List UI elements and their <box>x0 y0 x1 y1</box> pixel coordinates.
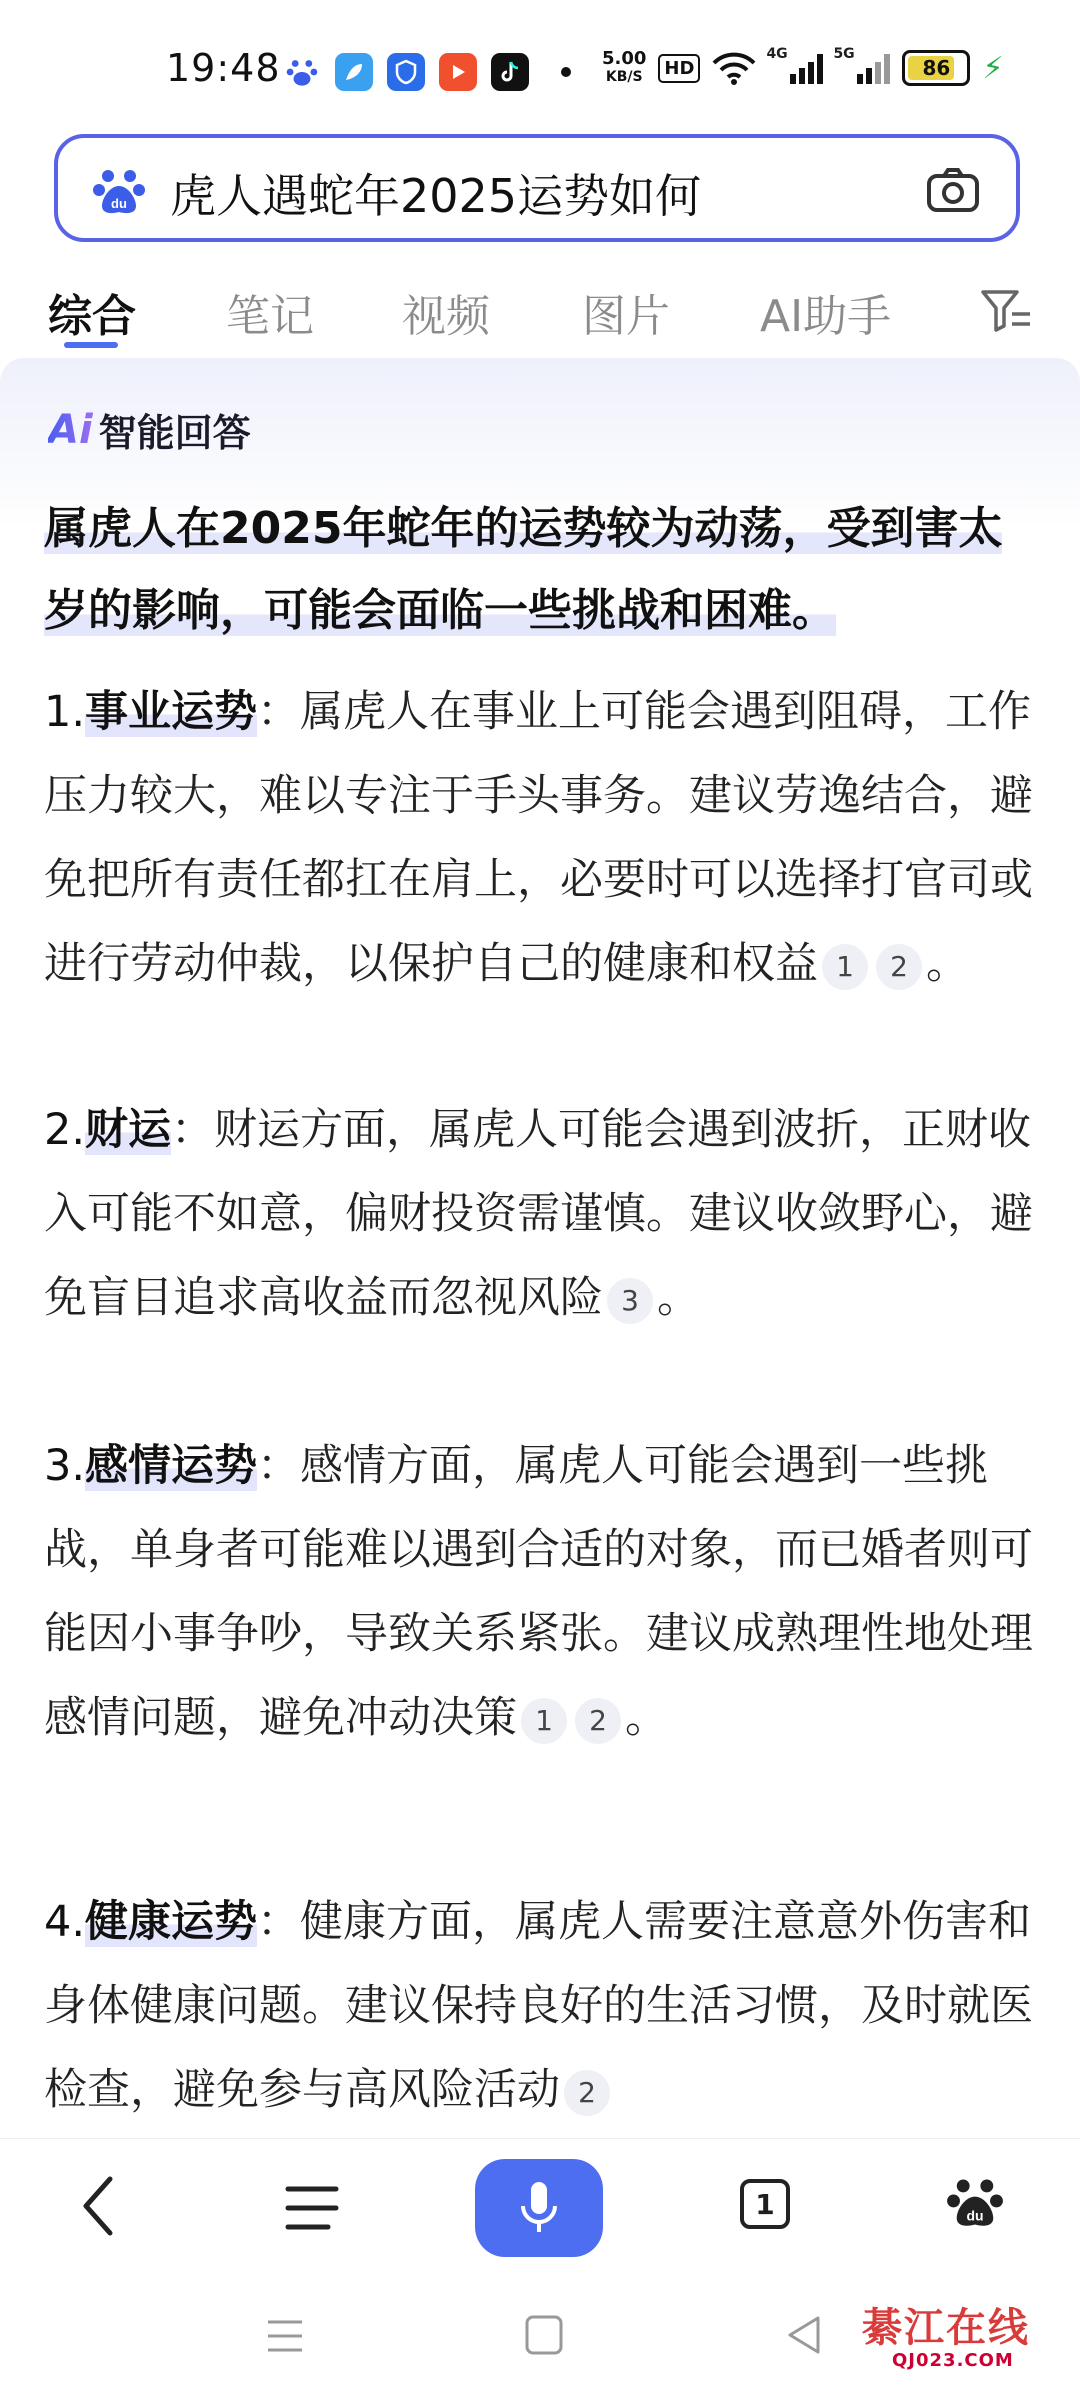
answer-summary: 属虎人在2025年蛇年的运势较为动荡，受到害太岁的影响，可能会面临一些挑战和困难。 <box>44 503 1003 636</box>
tab-images[interactable]: 图片 <box>582 291 670 342</box>
answer-item-career: 1.事业运势：属虎人在事业上可能会遇到阻碍，工作压力较大，难以专注于手头事务。建议劳逸结合，避免把所有责任都扛在肩上，必要时可以选择打官司或进行劳动仲裁，以保护自己的健康和权益 1 2 。 <box>44 687 1033 989</box>
status-bar <box>0 0 1080 140</box>
signal-5g-icon: 5G <box>835 52 890 84</box>
shield-app-icon <box>387 53 425 91</box>
ai-logo-icon: Ai <box>48 406 93 453</box>
answer-item-wealth: 2.财运：财运方面，属虎人可能会遇到波折，正财收入可能不如意，偏财投资需谨慎。建议收敛野心，避免盲目追求高收益而忽视风险 3 。 <box>44 1105 1033 1323</box>
citation-badge[interactable]: 3 <box>607 1278 653 1324</box>
answer-item-love: 3.感情运势：感情方面，属虎人可能会遇到一些挑战，单身者可能难以遇到合适的对象，而已婚者则可能因小事争吵，导致关系紧张。建议成熟理性地处理感情问题，避免冲动决策 1 2 。 <box>44 1441 1033 1743</box>
clock: 19:48 <box>166 46 281 90</box>
tiktok-icon <box>491 53 529 91</box>
baidu-logo-icon <box>92 164 146 218</box>
hd-voice-icon: HD <box>658 54 700 83</box>
system-back-icon[interactable] <box>784 2314 824 2356</box>
charging-icon: ⚡ <box>982 50 1004 86</box>
microphone-icon <box>519 2180 559 2236</box>
active-tab-indicator <box>64 342 118 348</box>
tab-ai-assistant[interactable]: AI助手 <box>760 291 892 342</box>
citation-badge[interactable]: 2 <box>564 2070 610 2116</box>
system-indicators <box>602 46 1004 86</box>
svg-text:du: du <box>966 2207 984 2224</box>
baidu-notification-icon <box>283 53 321 91</box>
citation-badge[interactable]: 1 <box>822 944 868 990</box>
tabs-count-button[interactable]: 1 <box>740 2179 790 2229</box>
ai-answer-title: 智能回答 <box>98 411 251 455</box>
ai-answer-card <box>0 358 1080 2138</box>
home-icon[interactable] <box>524 2314 564 2356</box>
tab-comprehensive[interactable]: 综合 <box>48 291 136 342</box>
video-app-icon <box>439 53 477 91</box>
search-tabs <box>0 270 1080 350</box>
browser-bottom-bar <box>0 2138 1080 2279</box>
menu-icon[interactable] <box>284 2183 340 2233</box>
network-speed: 5.00 KB/S <box>602 48 647 85</box>
ai-answer-header <box>48 402 251 457</box>
search-query[interactable]: 虎人遇蛇年2025运势如何 <box>170 169 702 223</box>
signal-4g-icon: 4G <box>768 52 823 84</box>
svg-text:du: du <box>111 196 127 211</box>
battery-icon: 86 <box>902 50 970 86</box>
watermark-logo: 綦江在线 <box>862 2304 1030 2351</box>
feather-app-icon <box>335 53 373 91</box>
search-box[interactable] <box>54 134 1020 242</box>
watermark-url: QJ023.COM <box>892 2350 1014 2371</box>
baidu-home-icon[interactable] <box>946 2173 1004 2231</box>
camera-icon[interactable] <box>926 166 980 214</box>
voice-search-button[interactable] <box>475 2159 603 2257</box>
more-notifications-dot <box>561 67 571 77</box>
wifi-icon <box>712 51 756 85</box>
recent-apps-icon[interactable] <box>264 2316 306 2356</box>
tab-notes[interactable]: 笔记 <box>226 291 314 342</box>
citation-badge[interactable]: 2 <box>876 944 922 990</box>
tab-video[interactable]: 视频 <box>402 291 490 342</box>
citation-badge[interactable]: 1 <box>521 1698 567 1744</box>
back-icon[interactable] <box>74 2171 124 2241</box>
citation-badge[interactable]: 2 <box>575 1698 621 1744</box>
filter-icon[interactable] <box>980 288 1032 334</box>
answer-item-health: 4.健康运势：健康方面，属虎人需要注意意外伤害和身体健康问题。建议保持良好的生活习惯，及时就医检查，避免参与高风险活动 2 <box>44 1897 1033 2115</box>
notification-icons <box>283 52 571 92</box>
